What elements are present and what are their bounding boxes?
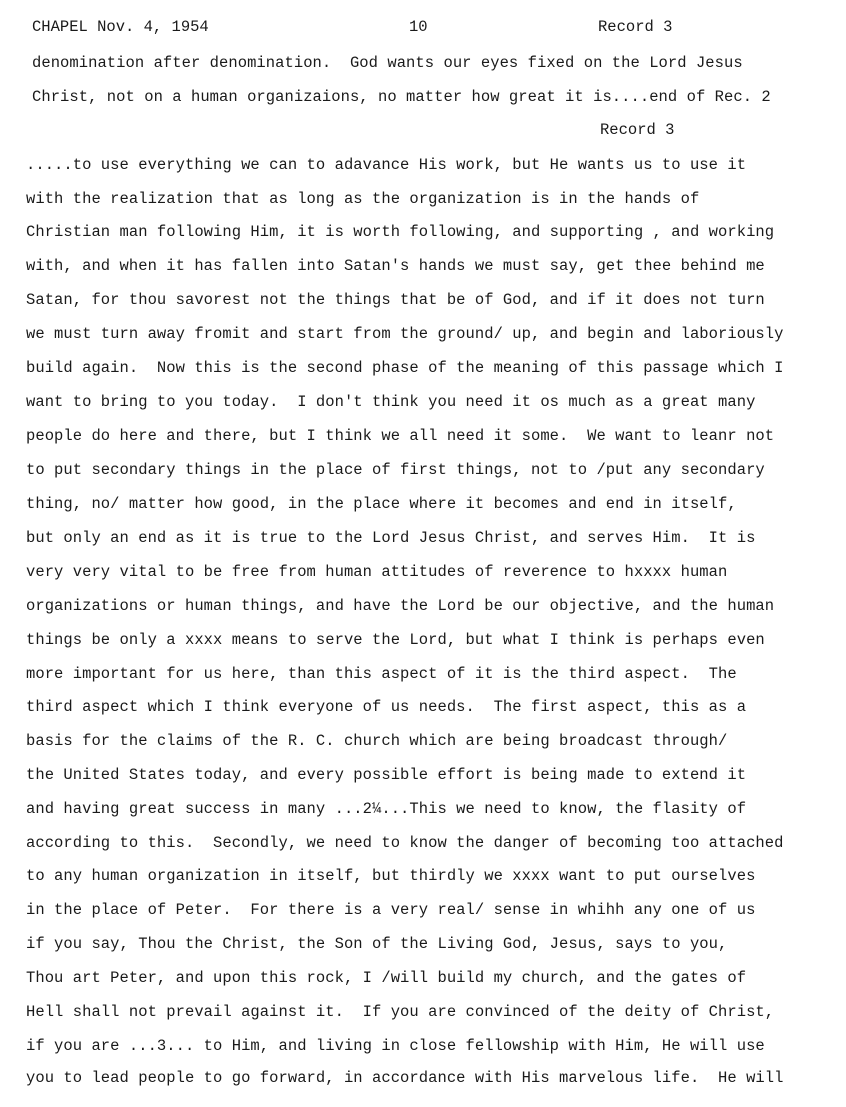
body-line: to put secondary things in the place of first things, not to /put any secondary [26, 461, 765, 479]
page-number: 10 [409, 18, 428, 36]
body-line: basis for the claims of the R. C. church which are being broadcast through/ [26, 732, 728, 750]
body-line: people do here and there, but I think we all need it some. We want to leanr not [26, 427, 775, 445]
header-record: Record 3 [598, 18, 673, 36]
body-line: .....to use everything we can to adavance His work, but He wants us to use it [26, 156, 747, 174]
body-line: you to lead people to go forward, in accordance with His marvelous life. He will [26, 1069, 784, 1087]
body-line: very very vital to be free from human attitudes of reverence to hxxxx human [26, 563, 728, 581]
body-line: with, and when it has fallen into Satan's hands we must say, get thee behind me [26, 257, 765, 275]
body-line: build again. Now this is the second phase of the meaning of this passage which I [26, 359, 784, 377]
record-marker: Record 3 [600, 121, 675, 139]
body-line: but only an end as it is true to the Lord Jesus Christ, and serves Him. It is [26, 529, 756, 547]
body-line: if you say, Thou the Christ, the Son of the Living God, Jesus, says to you, [26, 935, 728, 953]
body-line: in the place of Peter. For there is a very real/ sense in whihh any one of us [26, 901, 756, 919]
body-line: denomination after denomination. God wants our eyes fixed on the Lord Jesus [32, 54, 743, 72]
body-line: thing, no/ matter how good, in the place where it becomes and end in itself, [26, 495, 737, 513]
body-line: with the realization that as long as the organization is in the hands of [26, 190, 700, 208]
body-line: and having great success in many ...2¼...This we need to know, the flasity of [26, 800, 747, 818]
body-line: we must turn away fromit and start from the ground/ up, and begin and laboriously [26, 325, 784, 343]
body-line: things be only a xxxx means to serve the Lord, but what I think is perhaps even [26, 631, 765, 649]
body-line: according to this. Secondly, we need to know the danger of becoming too attached [26, 834, 784, 852]
body-line: to any human organization in itself, but thirdly we xxxx want to put ourselves [26, 867, 756, 885]
body-line: Thou art Peter, and upon this rock, I /will build my church, and the gates of [26, 969, 747, 987]
body-line: more important for us here, than this aspect of it is the third aspect. The [26, 665, 737, 683]
body-line: third aspect which I think everyone of us needs. The first aspect, this as a [26, 698, 747, 716]
body-line: Hell shall not prevail against it. If you are convinced of the deity of Christ, [26, 1003, 775, 1021]
body-line: Christ, not on a human organizaions, no matter how great it is....end of Rec. 2 [32, 88, 771, 106]
body-line: if you are ...3... to Him, and living in close fellowship with Him, He will use [26, 1037, 765, 1055]
body-line: want to bring to you today. I don't think you need it os much as a great many [26, 393, 756, 411]
body-line: the United States today, and every possible effort is being made to extend it [26, 766, 747, 784]
body-line: Christian man following Him, it is worth following, and supporting , and working [26, 223, 775, 241]
body-line: organizations or human things, and have the Lord be our objective, and the human [26, 597, 775, 615]
header-date: CHAPEL Nov. 4, 1954 [32, 18, 209, 36]
body-line: Satan, for thou savorest not the things that be of God, and if it does not turn [26, 291, 765, 309]
